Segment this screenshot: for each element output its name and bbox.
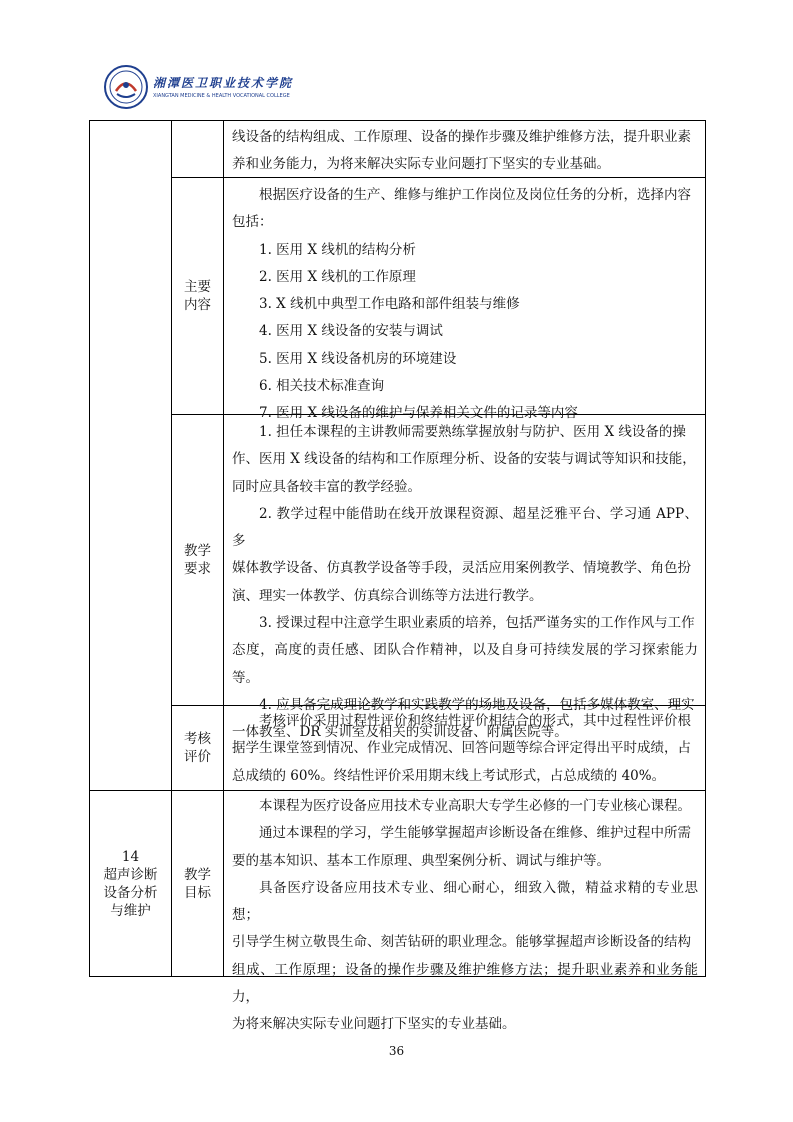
row1-item-6: 6. 相关技术标准查询 — [259, 378, 385, 395]
row4-p1-line-1: 本课程为医疗设备应用技术专业高职大专学生必修的一门专业核心课程。 — [259, 798, 691, 814]
row0-content — [224, 124, 706, 177]
row3-line-1: 考核评价采用过程性评价和终结性评价相结合的形式，其中过程性评价根 — [259, 713, 691, 729]
row3-content — [224, 708, 706, 790]
row4-p2-line-2: 要的基本知识、基本工作原理、典型案例分析、调试与维护等。 — [232, 852, 610, 869]
row2-p3-line-2: 态度，高度的责任感、团队合作精神，以及自身可持续发展的学习探索能力等。 — [232, 642, 698, 686]
row4-label-line-2: 目标 — [184, 884, 211, 901]
course-name-line-3: 与维护 — [110, 902, 151, 919]
row2-p1-line-2: 作、医用 X 线设备的结构和工作原理分析、设备的安装与调试等知识和技能， — [232, 451, 696, 468]
row2-p2-line-2: 媒体教学设备、仿真教学设备等手段，灵活应用案例教学、情境教学、角色扮 — [232, 560, 691, 577]
row1-item-3: 3. X 线机中典型工作电路和部件组装与维修 — [259, 296, 520, 313]
row4-content — [224, 793, 706, 1033]
course-name-line-1: 超声诊断 — [103, 866, 158, 883]
school-emblem-icon — [103, 64, 149, 110]
school-name-en: XIANGTAN MEDICINE & HEALTH VOCATIONAL COLLEGE — [153, 93, 290, 99]
row4-p3-line-4: 为将来解决实际专业问题打下坚实的专业基础。 — [232, 1016, 516, 1033]
row4-label-line-1: 教学 — [184, 866, 211, 883]
row2-p4-line-1: 4. 应具备完成理论教学和实践教学的场地及设备，包括多媒体教室、理实 — [259, 696, 695, 713]
row2-label-line-1: 教学 — [184, 543, 211, 559]
row4-p3-line-3: 组成、工作原理；设备的操作步骤及维护维修方法；提升职业素养和业务能力， — [232, 961, 698, 1006]
row4-course-label — [90, 791, 171, 976]
row1-label-line-2: 内容 — [184, 297, 211, 313]
course-name-line-2: 设备分析 — [103, 884, 158, 901]
row1-label-line-1: 主要 — [184, 279, 211, 295]
row2-p1-line-1: 1. 担任本课程的主讲教师需要熟练掌握放射与防护、医用 X 线设备的操 — [259, 424, 686, 440]
row3-label-line-1: 考核 — [184, 731, 211, 747]
school-logo — [103, 64, 333, 110]
row4-label — [172, 791, 223, 976]
page-number: 36 — [388, 1044, 405, 1058]
row1-item-5: 5. 医用 X 线设备机房的环境建设 — [259, 350, 457, 367]
school-name-cn: 湘潭医卫职业技术学院 — [153, 76, 294, 90]
row1-content — [224, 182, 706, 422]
row1-item-7: 7. 医用 X 线设备的维护与保养相关文件的记录等内容 — [259, 405, 578, 422]
row2-p1-line-3: 同时应具备较丰富的教学经验。 — [232, 478, 421, 495]
row3-label — [172, 706, 223, 790]
row2-p4-line-2: 一体教室、DR 实训室及相关的实训设备、附属医院等。 — [232, 724, 568, 741]
row1-item-1: 1. 医用 X 线机的结构分析 — [259, 241, 416, 258]
row4-p3-line-2: 引导学生树立敬畏生命、刻苦钻研的职业理念。能够掌握超声诊断设备的结构 — [232, 934, 691, 951]
row4-p2-line-1: 通过本课程的学习，学生能够掌握超声诊断设备在维修、维护过程中所需 — [259, 825, 691, 842]
row2-label — [172, 415, 223, 705]
row2-p2-line-1: 2. 教学过程中能借助在线开放课程资源、超星泛雅平台、学习通 APP、多 — [232, 505, 698, 550]
row1-item-4: 4. 医用 X 线设备的安装与调试 — [259, 323, 443, 340]
row0-line-2: 养和业务能力，为将来解决实际专业问题打下坚实的专业基础。 — [232, 156, 610, 173]
row3-line-2: 据学生课堂签到情况、作业完成情况、回答问题等综合评定得出平时成绩，占 — [232, 740, 691, 757]
row2-label-line-2: 要求 — [184, 561, 211, 577]
row0-line-1: 线设备的结构组成、工作原理、设备的操作步骤及维护维修方法，提升职业素 — [232, 129, 691, 145]
row1-item-2: 2. 医用 X 线机的工作原理 — [259, 268, 416, 285]
row1-intro-2: 包括： — [232, 214, 273, 231]
row1-label — [172, 178, 223, 414]
row3-label-line-2: 评价 — [184, 749, 211, 765]
row1-intro: 根据医疗设备的生产、维修与维护工作岗位及岗位任务的分析，选择内容 — [259, 187, 691, 203]
row4-p3-line-1: 具备医疗设备应用技术专业、细心耐心，细致入微，精益求精的专业思想； — [232, 879, 698, 924]
row3-line-3: 总成绩的 60%。终结性评价采用期末线上考试形式，占总成绩的 40%。 — [232, 767, 666, 784]
row2-p3-line-1: 3. 授课过程中注意学生职业素质的培养，包括严谨务实的工作作风与工作 — [259, 615, 695, 632]
course-number: 14 — [121, 848, 140, 865]
row2-p2-line-3: 演、理实一体教学、仿真综合训练等方法进行教学。 — [232, 587, 543, 604]
